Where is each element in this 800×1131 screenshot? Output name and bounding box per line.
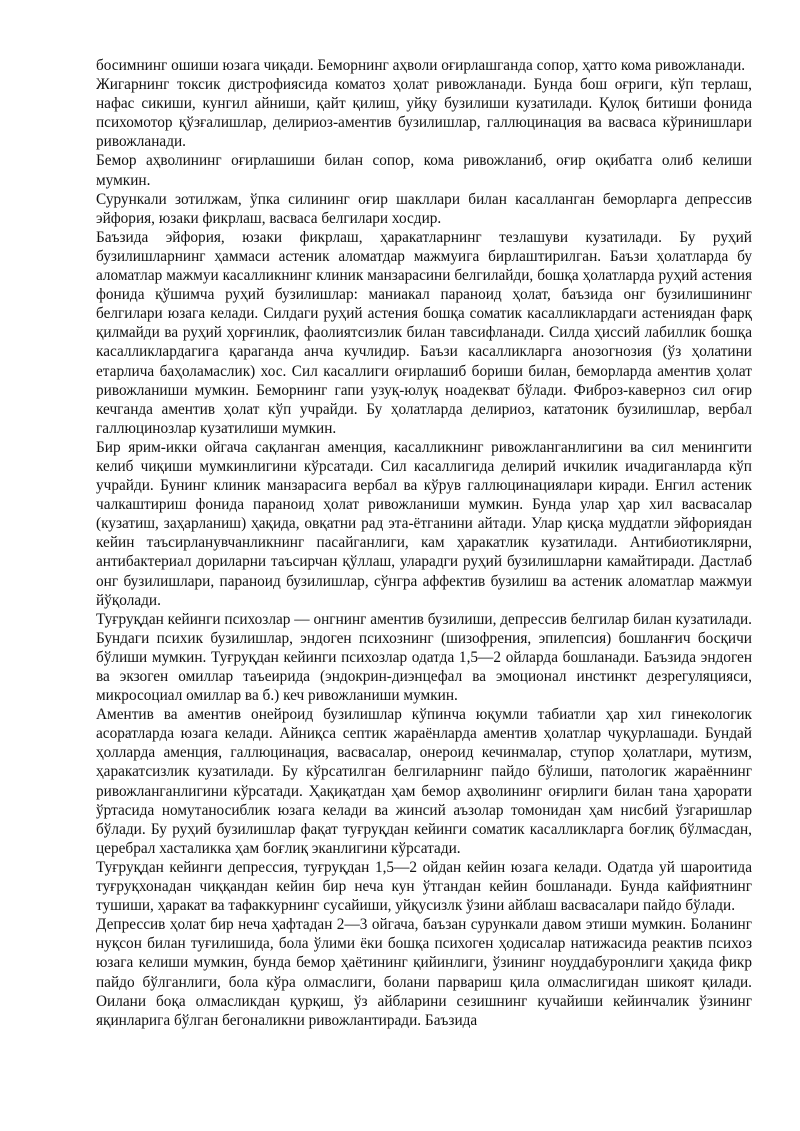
paragraph-pneumonia: Сурункали зотилжам, ўпка силининг оғир шакллари билан касалланган беморларга депрессив эйфория, юзаки фикрлаш, васваса белгилари хосдир. [96, 190, 752, 227]
paragraph-postpartum-psychoses: Туғруқдан кейинги психозлар — онгнинг аментив бузилиши, депрессив белгилар билан кузатилади. Бундаги психик бузилишлар, эндоген психознинг (шизофрения, эпилепсия) бошланғич босқичи бўлиши мумкин. Туғруқдан кейинги психозлар одатда 1,5—2 ойларда бошланади. Баъзида эндоген ва экзоген омиллар таъеирида (эндокрин-диэнцефал ва эмоционал инстинкт дезрегуляцияси, микросоциал омиллар ва б.) кеч ривожланиши мумкин. [96, 610, 752, 705]
paragraph-continuation: босимнинг ошиши юзага чиқади. Беморнинг аҳволи оғирлашганда сопор, ҳатто кома ривожланади. [96, 57, 746, 74]
paragraph-amentia: Бир ярим-икки ойгача сақланган аменция, касалликнинг ривожланганлигини ва сил менингити келиб чиқиши мумкинлигини кўрсатади. Сил касаллигида делирий ичкилик ичадиганларда кўп учрайди. Бунинг клиник манзарасига вербал ва кўрув галлюцинациялари киради. Енгил астеник чалкаштириш фонида параноид ҳолат ривожланиши мумкин. Бунда улар ҳар хил васвасалар (кузатиш, заҳарланиш) ҳақида, овқатни рад эта-ётганини айтади. Улар қисқа муддатли эйфориядан кейин таъсирланувчанликнинг пасайганлиги, кам ҳаракатлик кузатилади. Антибиотиклярни, антибактериал дориларни таъсирчан қўллаш, уларадги руҳий бузилишларни камайтиради. Дастлаб онг бузилишлари, параноид бузилишлар, сўнгра аффектив бузилиш ва астеник аломатлар мажмуи йўқолади. [96, 438, 752, 609]
paragraph-euphoria-asthenia: Баъзида эйфория, юзаки фикрлаш, ҳаракатларнинг тезлашуви кузатилади. Бу руҳий бузилишларнинг ҳаммаси астеник аломатдар мажмуига бирлаштирилган. Баъзи ҳолатларда бу аломатлар мажмуи касалликнинг клиник манзарасини белгилайди, бошқа ҳолатларда руҳий астения фонида қўшимча руҳий бузилишлар: маниакал параноид ҳолат, баъзида онг бузилишининг белгилари юзага келади. Силдаги руҳий астения бошқа соматик касалликлардаги астениядан фарқ қилмайди ва руҳий ҳорғинлик, фаолиятсизлик билан тавсифланади. Силда ҳиссий лабиллик бошқа касалликлардагига қараганда анча кучлидир. Баъзи касалликларга анозогнозия (ўз ҳолатини етарлича баҳоламаслик) хос. Сил касаллиги оғирлашиб бориши билан, беморларда аментив ҳолат ривожланиши мумкин. Беморнинг гапи узуқ-юлуқ ноадекват бўлади. Фиброз-каверноз сил оғир кечганда аментив ҳолат кўп учрайди. Бу ҳолатларда делириоз, кататоник бузилишлар, вербал галлюцинозлар кузатилиши мумкин. [96, 228, 752, 437]
paragraph-liver-dystrophy: Жигарнинг токсик дистрофиясида коматоз ҳолат ривожланади. Бунда бош оғриги, кўп терлаш, нафас сикиши, кунгил айниши, қайт қилиш, уйқу бузилиши кузатилади. Қулоқ битиши фонида психомотор қўзғалишлар, делириоз-аментив бузилишлар, галлюцинация ва васваса кўринишлари ривожланади. [96, 76, 752, 151]
paragraph-amentive-oneiroid: Аментив ва аментив онейроид бузилишлар кўпинча юқумли табиатли ҳар хил гинекологик асоратларда юзага келади. Айниқса септик жараёнларда аментив ҳолатлар чуқурлашади. Бундай ҳолларда аменция, галлюцинация, васвасалар, онероид кечинмалар, ступор ҳолатлари, мутизм, ҳаракатсизлик кузатилади. Бу кўрсатилган белгиларнинг пайдо бўлиши, патологик жараённинг ривожланганлигини кўрсатади. Ҳақиқатдан ҳам бемор аҳволининг оғирлиги билан тана ҳарорати ўртасида номутаносиблик юзага келади ва жинсий аъзолар томонидан ҳам нисбий ўзгаришлар бўлади. Бу руҳий бузилишлар фақат туғруқдан кейинги соматик касалликларга боғлиқ бўлмасдан, церебрал хасталикка ҳам боғлиқ эканлигини кўрсатади. [96, 706, 752, 857]
paragraph-coma: Бемор аҳволининг оғирлашиши билан сопор, кома ривожланиб, оғир оқибатга олиб келиши мумкин. [96, 152, 752, 189]
document-page [96, 56, 752, 1030]
paragraph-postpartum-depression: Туғруқдан кейинги депрессия, туғруқдан 1,5—2 ойдан кейин юзага келади. Одатда уй шароитида туғруқхонадан чиққандан кейин бир неча кун ўтгандан кейин бошланади. Бунда кайфиятнинг тушиши, ҳаракат ва тафаккурнинг сусайиши, уйқусизлк ўзини айблаш васвасалари пайдо бўлади. [96, 858, 752, 915]
paragraph-depressive-state: Депрессив ҳолат бир неча ҳафтадан 2—3 ойгача, баъзан сурункали давом этиши мумкин. Боланинг нуқсон билан туғилишида, бола ўлими ёки бошқа психоген ҳодисалар натижасида реактив психоз юзага келиши мумкин, бунда бемор ҳаётининг қийинлиги, ўзининг ноуддабуронлиги ҳақида фикр пайдо бўлганлиги, бола кўра олмаслиги, болани парвариш қила олмаслигидан шикоят қилади. Оилани боқа олмасликдан қурқиш, ўз айбларини сезишнинг кучайиши кейинчалик ўзининг яқинларига бўлган бегоналикни ривожлантиради. Баъзида [96, 916, 752, 1029]
